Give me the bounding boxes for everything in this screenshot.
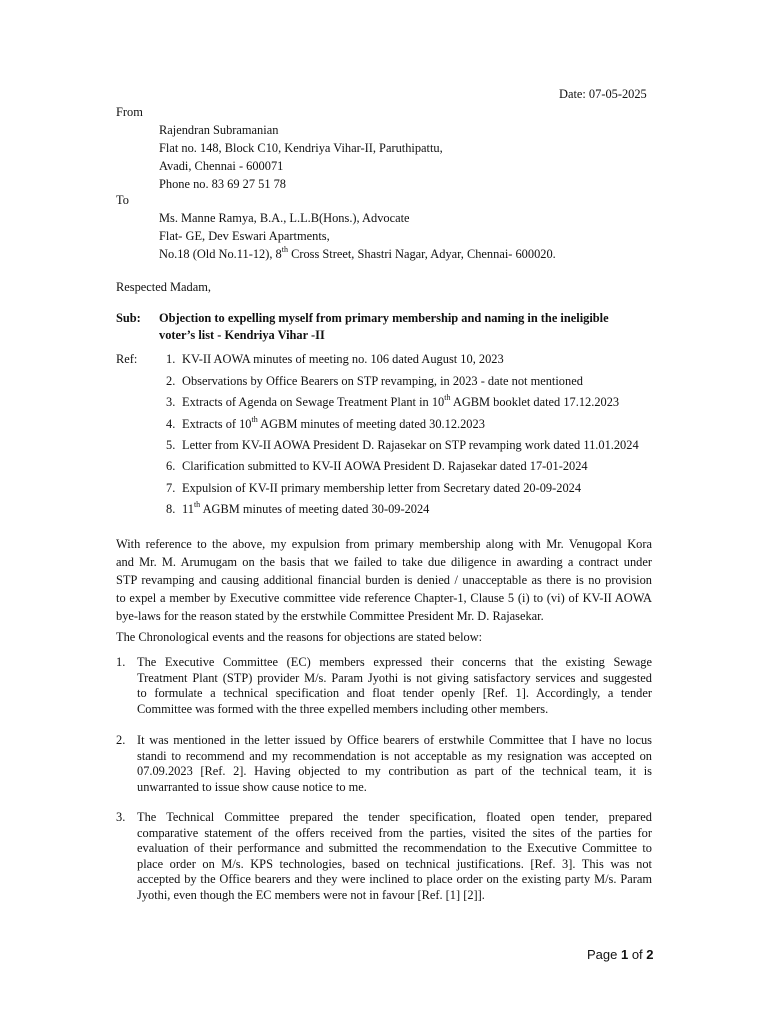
item-number: 2. bbox=[116, 733, 126, 747]
reference-item: 1. KV-II AOWA minutes of meeting no. 106 dated August 10, 2023 bbox=[166, 352, 504, 366]
item-line: The Technical Committee prepared the tender specification, floated open tender, prepared bbox=[137, 810, 652, 824]
paragraph-line: With reference to the above, my expulsion from primary membership along with Mr. Venugopal Kora bbox=[116, 537, 652, 551]
item-line: place order on M/s. KPS technologies, based on technical justifications. [Ref. 3]. This was not bbox=[137, 856, 652, 871]
item-line: accepted by the Office bearers and they were inclined to place order on the existing party M/s. Param bbox=[137, 872, 652, 887]
reference-item: 8. 11th AGBM minutes of meeting dated 30-09-2024 bbox=[166, 500, 430, 516]
subject-label: Sub: bbox=[116, 311, 141, 325]
sender-address-line: Flat no. 148, Block C10, Kendriya Vihar-II, Paruthipattu, bbox=[159, 141, 443, 155]
ref-label: Ref: bbox=[116, 352, 138, 366]
reference-item: 4. Extracts of 10th AGBM minutes of meeting dated 30.12.2023 bbox=[166, 415, 485, 431]
letter-date: Date: 07-05-2025 bbox=[559, 87, 647, 101]
page-number: Page 1 of 2 bbox=[587, 947, 654, 962]
chronology-item bbox=[137, 810, 652, 904]
intro-paragraph bbox=[116, 535, 652, 625]
item-line: Jyothi, even though the EC members were not in favour [Ref. [1] [2]]. bbox=[137, 887, 485, 902]
from-label: From bbox=[116, 105, 143, 119]
chronology-intro: The Chronological events and the reasons for objections are stated below: bbox=[116, 630, 483, 644]
item-number: 3. bbox=[116, 810, 126, 824]
to-label: To bbox=[116, 193, 129, 207]
item-line: Committee was formed with the three expelled members including other members. bbox=[137, 701, 549, 716]
paragraph-line: STP revamping and causing additional financial burden is denied / unacceptable as there is no provision bbox=[116, 573, 652, 587]
chronology-item bbox=[137, 655, 652, 717]
item-line: standi to recommend and my recommendation is not acceptable as my resignation was accepted on bbox=[137, 748, 652, 763]
reference-item: 7. Expulsion of KV-II primary membership letter from Secretary dated 20-09-2024 bbox=[166, 481, 582, 495]
paragraph-line: to expel a member by Executive committee vide reference Chapter-1, Clause 5 (i) to (vi) of KV-II AOWA bbox=[116, 591, 652, 605]
item-line: The Executive Committee (EC) members expressed their concerns that the existing Sewage bbox=[137, 655, 652, 669]
item-line: evaluation of their performance and submitted the recommendation to the Executive Committee to bbox=[137, 841, 652, 856]
item-line: Treatment Plant (STP) provider M/s. Param Jyothi is not giving satisfactory services and suggested bbox=[137, 670, 652, 685]
subject-line: Objection to expelling myself from primary membership and naming in the ineligible bbox=[159, 311, 609, 325]
chronology-item bbox=[137, 733, 652, 795]
paragraph-line: and Mr. M. Arumugam on the basis that we failed to take due diligence in awarding a contract under bbox=[116, 555, 652, 569]
recipient-address-line: No.18 (Old No.11-12), 8th Cross Street, Shastri Nagar, Adyar, Chennai- 600020. bbox=[159, 245, 556, 261]
recipient-name: Ms. Manne Ramya, B.A., L.L.B(Hons.), Advocate bbox=[159, 211, 410, 225]
item-line: 07.09.2023 [Ref. 2]. Having objected to my contribution as part of the technical team, it is bbox=[137, 764, 652, 779]
sender-phone: Phone no. 83 69 27 51 78 bbox=[159, 177, 287, 191]
reference-item: 6. Clarification submitted to KV-II AOWA President D. Rajasekar dated 17-01-2024 bbox=[166, 459, 588, 473]
item-number: 1. bbox=[116, 655, 126, 669]
sender-address-line: Avadi, Chennai - 600071 bbox=[159, 159, 284, 173]
item-line: comparative statement of the offers received from the parties, visited the sites of the parties for bbox=[137, 825, 652, 840]
reference-item: 5. Letter from KV-II AOWA President D. Rajasekar on STP revamping work dated 11.01.2024 bbox=[166, 438, 639, 452]
subject-line: voter’s list - Kendriya Vihar -II bbox=[159, 328, 325, 342]
sender-name: Rajendran Subramanian bbox=[159, 123, 279, 137]
recipient-address-line: Flat- GE, Dev Eswari Apartments, bbox=[159, 229, 330, 243]
reference-item: 3. Extracts of Agenda on Sewage Treatment Plant in 10th AGBM booklet dated 17.12.2023 bbox=[166, 393, 620, 409]
item-line: to formulate a technical specification and float tender openly [Ref. 1]. Accordingly, a tender bbox=[137, 686, 652, 701]
salutation: Respected Madam, bbox=[116, 280, 211, 294]
paragraph-line: bye-laws for the reason stated by the erstwhile Committee President Mr. D. Rajasekar. bbox=[116, 609, 544, 623]
item-line: It was mentioned in the letter issued by Office bearers of erstwhile Committee that I have no locus bbox=[137, 733, 652, 747]
item-line: unwarranted to issue show cause notice to me. bbox=[137, 779, 367, 794]
reference-item: 2. Observations by Office Bearers on STP revamping, in 2023 - date not mentioned bbox=[166, 374, 583, 388]
